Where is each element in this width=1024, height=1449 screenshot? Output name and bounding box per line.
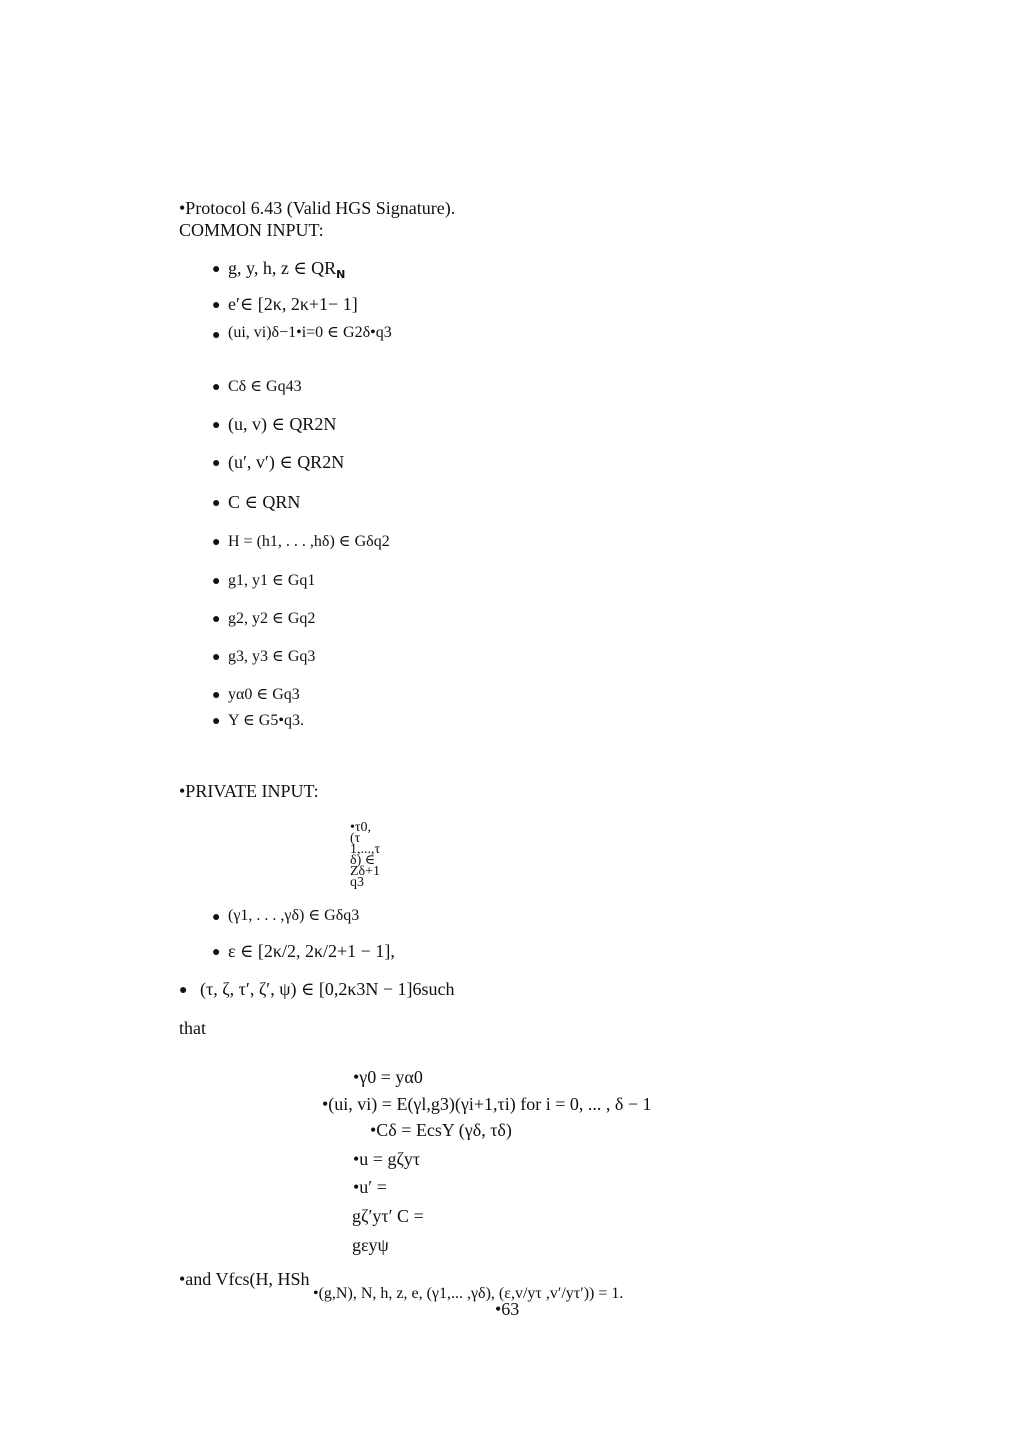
list-item: ε ∈ [2κ/2, 2κ/2+1 − 1], — [228, 941, 395, 961]
list-item: g, y, h, z ∈ $QR_N$ — [228, 258, 346, 281]
list-item: H = (h1, . . . ,hδ) ∈ Gδq2 — [228, 533, 390, 550]
bullet-icon: ● — [212, 262, 221, 277]
list-item: Cδ ∈ Gq43 — [228, 378, 302, 395]
final-line-prefix: •and Vfcs(H, HSh — [179, 1269, 310, 1289]
bullet-icon: ● — [212, 298, 221, 313]
that-text: that — [179, 1018, 206, 1038]
garbled-math-block: •τ0, (τ1,...,τδ) ∈ Zδ+1 q3 — [350, 820, 381, 890]
common-input-label: COMMON INPUT: — [179, 220, 324, 240]
bullet-icon: ● — [212, 328, 221, 343]
bullet-icon: ● — [212, 535, 221, 550]
bullet-icon: ● — [212, 688, 221, 703]
equation-ui-vi: •(ui, vi) = E(γl,g3)(γi+1,τi) for i = 0, ... , δ − 1 — [322, 1094, 652, 1114]
equation-u-prime: •u′ = — [353, 1177, 387, 1197]
equation-c-delta: •Cδ = EcsY (γδ, τδ) — [370, 1120, 512, 1140]
bullet-icon: ● — [212, 714, 221, 729]
list-item: (γ1, . . . ,γδ) ∈ Gδq3 — [228, 907, 360, 924]
bullet-icon: ● — [212, 574, 221, 589]
private-input-label: •PRIVATE INPUT: — [179, 781, 319, 801]
list-item: e′∈ [2κ, 2κ+1− 1] — [228, 294, 358, 314]
equation-u: •u = gζyτ — [353, 1149, 421, 1169]
list-item: g2, y2 ∈ Gq2 — [228, 610, 316, 627]
bullet-icon: ● — [212, 496, 221, 511]
bullet-icon: ● — [212, 380, 221, 395]
bullet-icon: ● — [212, 456, 221, 471]
equation-g-epsilon: gεyψ — [352, 1235, 389, 1255]
list-item: (τ, ζ, τ′, ζ′, ψ) ∈ [0,2κ3N − 1]6such — [200, 979, 455, 999]
list-item: g3, y3 ∈ Gq3 — [228, 648, 316, 665]
equation-gamma0: •γ0 = yα0 — [353, 1067, 423, 1087]
list-item: Y ∈ G5•q3. — [228, 712, 304, 729]
bullet-icon: ● — [212, 418, 221, 433]
bullet-icon: ● — [212, 945, 221, 960]
list-item: (ui, vi)δ−1•i=0 ∈ G2δ•q3 — [228, 324, 392, 341]
bullet-icon: ● — [212, 612, 221, 627]
equation-g-zeta-prime: gζ′yτ′ C = — [352, 1206, 424, 1226]
list-item: (u′, v′) ∈ QR2N — [228, 452, 345, 472]
final-line-continuation: •(g,N), N, h, z, e, (γ1,... ,γδ), (ε,v/yτ ,v′/yτ′)) = 1. — [313, 1285, 624, 1302]
bullet-icon: ● — [212, 650, 221, 665]
list-item: (u, v) ∈ QR2N — [228, 414, 337, 434]
list-item: g1, y1 ∈ Gq1 — [228, 572, 316, 589]
bullet-icon: ● — [179, 983, 188, 998]
bullet-icon: ● — [212, 910, 221, 925]
list-item: yα0 ∈ Gq3 — [228, 686, 300, 703]
protocol-title: •Protocol 6.43 (Valid HGS Signature). — [179, 198, 456, 218]
list-item: C ∈ QRN — [228, 492, 301, 512]
page-number: •63 — [495, 1299, 520, 1319]
